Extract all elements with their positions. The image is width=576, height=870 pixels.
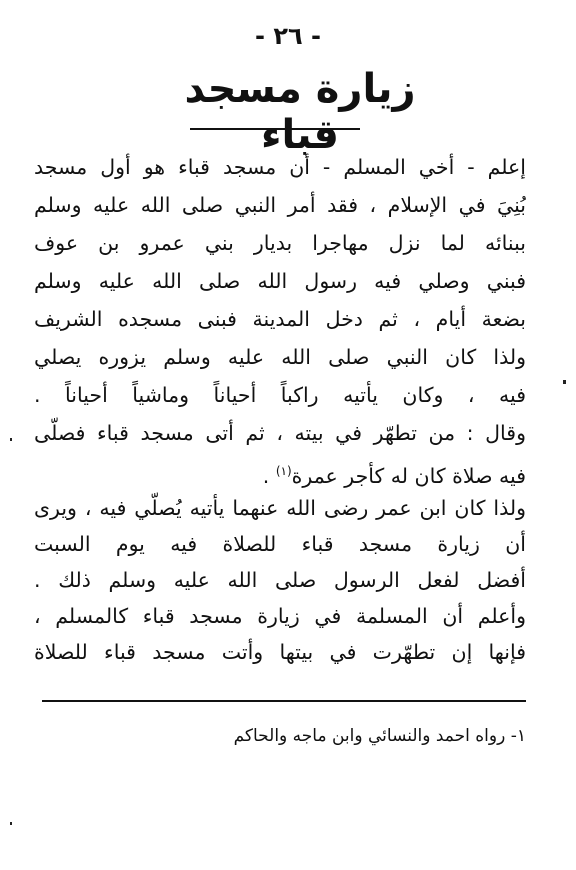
text-line: ولذا كان النبي صلى الله عليه وسلم يزوره يصلي <box>34 345 526 369</box>
text-line: ببنائه لما نزل مهاجرا بديار بني عمرو بن عوف <box>34 231 526 255</box>
text-line: فإنها إن تطهّرت في بيتها وأتت مسجد قباء للصلاة <box>34 640 526 664</box>
text-line: ولذا كان ابن عمر رضى الله عنهما يأتيه يُصلّي فيه ، ويرى <box>34 496 526 520</box>
text-line: أن زيارة مسجد قباء للصلاة فيه يوم السبت <box>34 532 526 556</box>
text-line: بُنِيَ في الإسلام ، فقد أمر النبي صلى الله عليه وسلم <box>34 193 526 217</box>
text-line: فيه ، وكان يأتيه راكباً أحياناً وماشياً أحياناً . <box>34 383 526 407</box>
text-line: أفضل لفعل الرسول صلى الله عليه وسلم ذلك . <box>34 568 526 592</box>
footnote-separator <box>42 700 526 702</box>
text-line-with-footnote <box>34 452 526 490</box>
scan-speck <box>10 822 12 825</box>
scan-speck <box>10 438 12 441</box>
text-line: وقال : من تطهّر في بيته ، ثم أتى مسجد قباء فصلّى <box>34 421 526 445</box>
title-underline <box>190 128 360 130</box>
footnote-reference: (١) <box>275 464 292 478</box>
text-line: فيه صلاة كان له كأجر عمرة <box>291 463 526 488</box>
text-line: إعلم - أخي المسلم - أن مسجد قباء هو أول مسجد <box>34 155 526 179</box>
footnote: ١- رواه احمد والنسائي وابن ماجه والحاكم <box>233 726 526 746</box>
page-title: زيارة مسجد قباء <box>184 66 416 158</box>
scan-speck <box>563 380 566 384</box>
line-end-mark: . <box>262 463 276 488</box>
text-line: وأعلم أن المسلمة في زيارة مسجد قباء كالمسلم ، <box>34 604 526 628</box>
body-text <box>34 148 526 670</box>
text-line: فبني وصلي فيه رسول الله صلى الله عليه وسلم <box>34 269 526 293</box>
page-number: - ٢٦ - <box>255 22 321 50</box>
text-line: بضعة أيام ، ثم دخل المدينة فبنى مسجده الشريف <box>34 307 526 331</box>
